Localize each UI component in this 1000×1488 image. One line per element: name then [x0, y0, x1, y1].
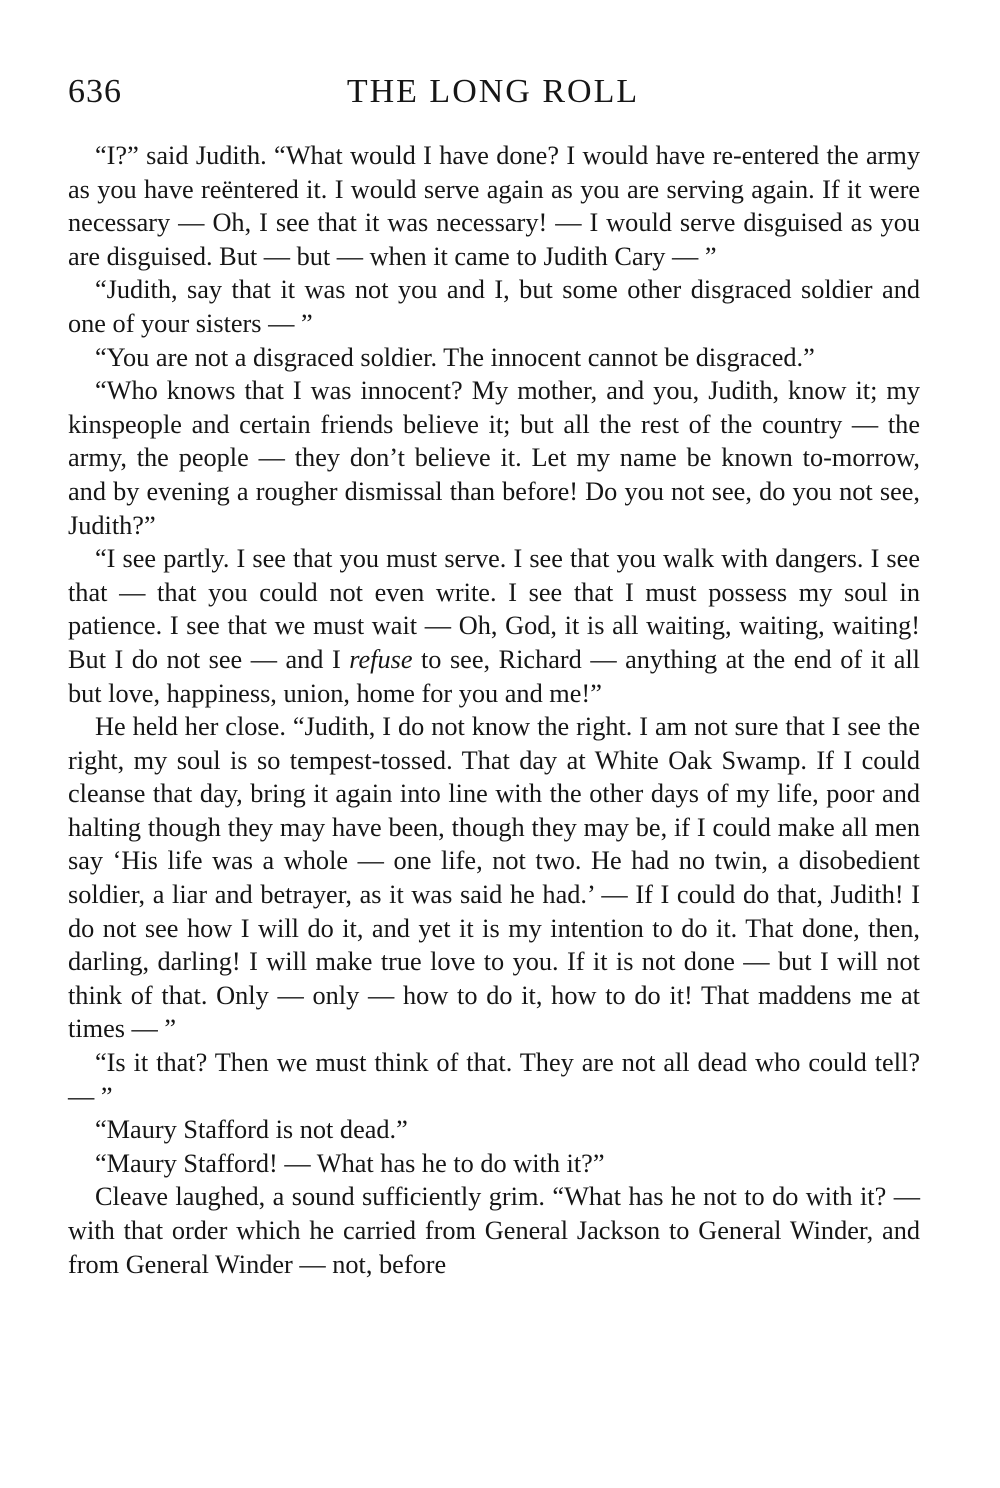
paragraph-6: He held her close. “Judith, I do not know the right. I am not sure that I see the right, my soul is so tempest-tossed. That day at White Oak Swamp. If I could cleanse that day, bring it again into line with the other days of my life, poor and halting though they may have been, though they may be, if I could make all men say ‘His life was a whole — one life, not two. He had no twin, a disobedient soldier, a liar and betrayer, as it was said he had.’ — If I could do that, Judith! I do not see how I will do it, and yet it is my intention to do it. That done, then, darling, darling! I will make true love to you. If it is not done — but I will not think of that. Only — only — how to do it, how to do it! That maddens me at times — ” [68, 712, 920, 1044]
paragraph-4: “Who knows that I was innocent? My mother, and you, Judith, know it; my kinspeople and certain friends believe it; but all the rest of the country — the army, the people — they don’t believe it. Let my name be known to-morrow, and by evening a rougher dismissal than before! Do you not see, do you not see, Judith?” [68, 376, 920, 540]
paragraph-5-end: to see, Richard — anything at the end of it all but love, happiness, union, home for you and me!” [68, 644, 920, 708]
running-title: THE LONG ROLL [346, 73, 640, 110]
body-text [68, 139, 920, 1281]
paragraph-9: “Maury Stafford! — What has he to do with it?” [95, 1148, 605, 1178]
page-header [68, 70, 918, 114]
paragraph-10: Cleave laughed, a sound sufficiently grim. “What has he not to do with it? — with that order which he carried from General Jackson to General Winder, and from General Winder — not, before [68, 1182, 920, 1279]
paragraph-5-start: “I see partly. I see that you must serve. I see that you walk with dangers. I see that — that you could not even write. I see that I must possess my soul in patience. I see that we must wait — Oh, God, it is all waiting, waiting, waiting! But I do not see — and I [68, 544, 920, 674]
page-number: 636 [68, 73, 122, 110]
paragraph-7: “Is it that? Then we must think of that. They are not all dead who could tell? — ” [68, 1048, 920, 1111]
paragraph-3: “You are not a disgraced soldier. The innocent cannot be disgraced.” [95, 342, 815, 372]
paragraph-1: “I?” said Judith. “What would I have done? I would have re-entered the army as you have reëntered it. I would serve again as you are serving again. If it were necessary — Oh, I see that it was necessary! — I would serve disguised as you are disguised. But — but — when it came to Judith Cary — ” [68, 141, 920, 271]
paragraph-8: “Maury Stafford is not dead.” [95, 1115, 408, 1145]
emphasis-refuse: refuse [349, 644, 413, 674]
paragraph-5 [68, 542, 920, 710]
paragraph-2: “Judith, say that it was not you and I, but some other disgraced soldier and one of your sisters — ” [68, 275, 920, 338]
